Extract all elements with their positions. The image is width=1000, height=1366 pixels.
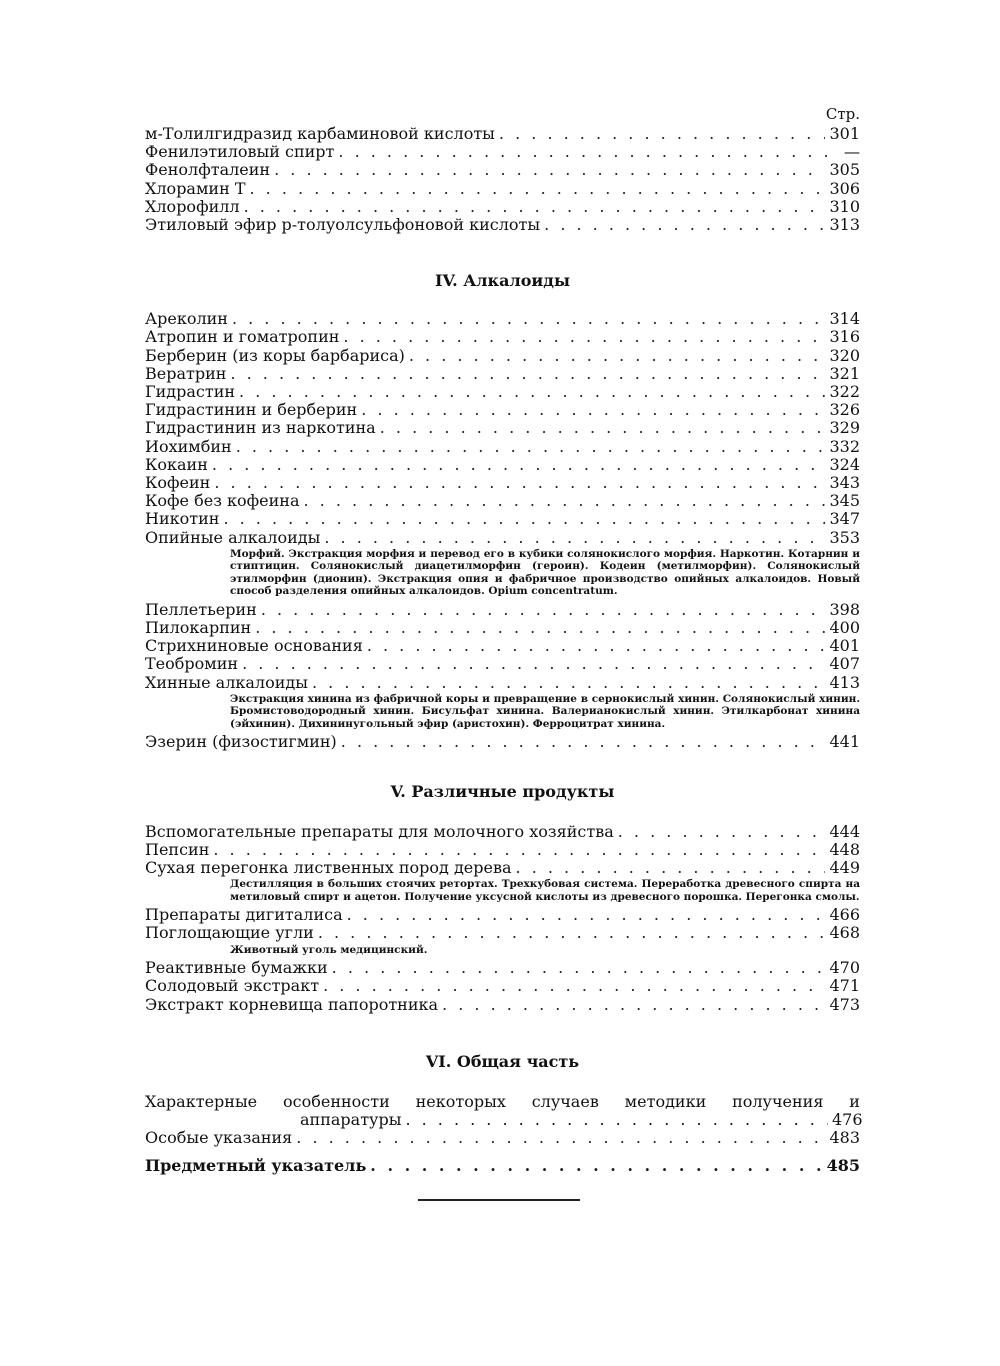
entry-title: Гидрастинин и берберин — [145, 400, 358, 420]
entry-title: Иохимбин — [145, 436, 232, 456]
entry-title: аппаратуры — [300, 1109, 402, 1129]
dot-leader — [214, 474, 825, 492]
entry-title: Вератрин — [145, 363, 227, 383]
entry-page: 320 — [829, 345, 860, 365]
entry-page: 407 — [829, 654, 860, 674]
entry-word: особенности — [282, 1091, 390, 1111]
entry-page: 483 — [829, 1127, 860, 1147]
entry-title: Хинные алкалоиды — [145, 672, 308, 692]
entry-title: Особые указания — [145, 1127, 293, 1147]
entry-title: Фенилэтиловый спирт — [145, 142, 335, 162]
dot-leader — [544, 216, 825, 234]
toc-entry[interactable] — [145, 419, 860, 437]
toc-products-list — [145, 823, 860, 1014]
entry-title: Атропин и гоматропин — [145, 327, 340, 347]
toc-entry[interactable] — [145, 906, 860, 924]
toc-entry[interactable] — [145, 996, 860, 1014]
toc-entry[interactable] — [145, 492, 860, 510]
dot-leader — [324, 529, 825, 547]
dot-leader — [312, 674, 825, 692]
toc-entry[interactable] — [145, 619, 860, 637]
toc-entry[interactable] — [145, 977, 860, 995]
entry-page: — — [844, 142, 860, 162]
entry-subtopics: Морфий. Экстракция морфия и перевод его в кубики солянокислого морфия. Наркотин. Котарнин и стиптицин. Солянокислый диацетилморфин (героин). Кодеин (метилморфин). Солянокислый этилморфин (дионин). Экстракция опия и фабричное производство опийных алкалоидов. Новый способ разделения опийных алкалоидов. Opium concentratum. — [230, 547, 860, 598]
entry-title: Опийные алкалоиды — [145, 527, 321, 547]
entry-page: 314 — [829, 309, 860, 329]
toc-entry[interactable] — [145, 438, 860, 456]
entry-word: случаев — [531, 1091, 599, 1111]
entry-page: 448 — [829, 839, 860, 859]
dot-leader — [370, 1157, 822, 1175]
toc-entry[interactable] — [145, 401, 860, 419]
entry-subtopics: Дестилляция в больших стоячих ретортах. Трехкубовая система. Переработка древесного спирта на метиловый спирт и ацетон. Получение уксусной кислоты из древесного порошка. Перегонка смолы. — [230, 878, 860, 903]
dot-leader — [212, 456, 826, 474]
entry-page: 471 — [829, 976, 860, 996]
entry-page: 345 — [829, 491, 860, 511]
dot-leader — [332, 959, 826, 977]
entry-page: 441 — [829, 732, 860, 752]
entry-page: 313 — [829, 215, 860, 235]
dot-leader — [361, 401, 825, 419]
entry-subtopics: Экстракция хинина из фабричной коры и превращение в сернокислый хинин. Солянокислый хинин. Бромистоводородный хинин. Бисульфат хинина. Валерианокислый хинин. Этилкарбонат хинина (эйхинин). Дихининугольный эфир (аристохин). Ферроцитрат хинина. — [230, 692, 860, 730]
entry-page: 400 — [829, 618, 860, 638]
toc-entry[interactable] — [145, 924, 860, 942]
toc-entry[interactable] — [145, 1129, 860, 1147]
dot-leader — [499, 125, 826, 143]
dot-leader — [244, 198, 826, 216]
entry-title: Берберин (из коры барбариса) — [145, 345, 405, 365]
toc-entry[interactable] — [145, 959, 860, 977]
entry-word: методики — [624, 1091, 707, 1111]
dot-leader — [274, 161, 825, 179]
dot-leader — [367, 637, 826, 655]
dot-leader — [261, 601, 826, 619]
dot-leader — [236, 438, 826, 456]
toc-entry[interactable] — [145, 347, 860, 365]
entry-title: Эзерин (физостигмин) — [145, 732, 337, 752]
entry-page: 413 — [829, 672, 860, 692]
toc-entry[interactable] — [145, 733, 860, 751]
entry-page: 343 — [829, 473, 860, 493]
entry-page: 468 — [829, 923, 860, 943]
page-column-header: Стр. — [825, 105, 860, 123]
dot-leader — [239, 383, 825, 401]
entry-page: 332 — [829, 436, 860, 456]
dot-leader — [318, 924, 826, 942]
entry-title: Вспомогательные препараты для молочного хозяйства — [145, 821, 614, 841]
toc-entry[interactable] — [145, 1157, 860, 1175]
entry-page: 444 — [829, 821, 860, 841]
entry-title-line — [145, 1093, 860, 1111]
entry-page: 485 — [826, 1155, 860, 1175]
dot-leader — [380, 419, 826, 437]
entry-word: получения — [732, 1091, 824, 1111]
dot-leader — [442, 996, 825, 1014]
toc-entry[interactable] — [145, 529, 860, 547]
entry-page: 473 — [829, 994, 860, 1014]
entry-word: некоторых — [415, 1091, 506, 1111]
toc-entry[interactable] — [145, 601, 860, 619]
dot-leader — [296, 1129, 825, 1147]
entry-title: Ареколин — [145, 309, 228, 329]
toc-entry[interactable] — [145, 365, 860, 383]
dot-leader — [250, 180, 826, 198]
toc-entry[interactable] — [145, 456, 860, 474]
toc-entry[interactable] — [145, 655, 860, 673]
entry-title: Пепсин — [145, 839, 210, 859]
entry-title: Фенолфталеин — [145, 160, 271, 180]
toc-entry[interactable] — [145, 823, 860, 841]
entry-title: Этиловый эфир р-толуолсульфоновой кислоты — [145, 215, 541, 235]
toc-entry[interactable] — [145, 216, 860, 234]
end-rule — [418, 1199, 580, 1201]
toc-entry[interactable] — [145, 125, 860, 143]
toc-top-list — [145, 125, 860, 234]
entry-title: Реактивные бумажки — [145, 958, 328, 978]
toc-entry[interactable] — [145, 1091, 863, 1129]
entry-page: 353 — [829, 527, 860, 547]
entry-title: Солодовый экстракт — [145, 976, 320, 996]
entry-title: Хлорамин Т — [145, 178, 246, 198]
entry-subtopics: Животный уголь медицинский. — [230, 943, 428, 956]
entry-title: Сухая перегонка лиственных пород дерева — [145, 857, 512, 877]
entry-title: Экстракт корневища папоротника — [145, 994, 439, 1014]
entry-title: Пеллетьерин — [145, 599, 257, 619]
toc-entry[interactable] — [145, 180, 860, 198]
toc-entry[interactable] — [145, 637, 860, 655]
entry-page: 306 — [829, 178, 860, 198]
entry-page: 322 — [829, 382, 860, 402]
toc-entry[interactable] — [145, 859, 860, 877]
toc-entry[interactable] — [145, 198, 860, 216]
section-heading-general: VI. Общая часть — [425, 1051, 580, 1071]
toc-alkaloids-list — [145, 310, 860, 751]
entry-page: 310 — [829, 196, 860, 216]
toc-entry[interactable] — [145, 328, 860, 346]
entry-page: 324 — [829, 454, 860, 474]
section-heading-alkaloids: IV. Алкалоиды — [435, 271, 570, 291]
entry-page: 470 — [829, 958, 860, 978]
entry-page: 398 — [829, 599, 860, 619]
toc-entry[interactable] — [145, 841, 860, 859]
toc-entry[interactable] — [145, 474, 860, 492]
entry-page: 326 — [829, 400, 860, 420]
dot-leader — [255, 619, 825, 637]
section-heading-products: V. Различные продукты — [390, 781, 615, 801]
toc-entry[interactable] — [145, 161, 860, 179]
entry-page: 321 — [829, 363, 860, 383]
entry-page: 401 — [829, 636, 860, 656]
entry-title: Кофе без кофеина — [145, 491, 300, 511]
toc-page — [145, 105, 863, 1175]
entry-title: Поглощающие угли — [145, 923, 314, 943]
entry-title: Кокаин — [145, 454, 208, 474]
dot-leader — [343, 328, 825, 346]
toc-entry[interactable] — [145, 143, 860, 161]
dot-leader — [232, 310, 826, 328]
entry-title: Никотин — [145, 509, 220, 529]
entry-title: Хлорофилл — [145, 196, 240, 216]
entry-page: 466 — [829, 905, 860, 925]
dot-leader — [618, 823, 826, 841]
entry-page: 476 — [832, 1109, 863, 1129]
dot-leader — [242, 655, 825, 673]
entry-page: 329 — [829, 418, 860, 438]
entry-page: 316 — [829, 327, 860, 347]
dot-leader — [516, 859, 826, 877]
entry-page: 301 — [829, 124, 860, 143]
dot-leader — [338, 143, 828, 161]
dot-leader — [409, 347, 826, 365]
entry-title: Гидрастин — [145, 382, 236, 402]
entry-title: Стрихниновые основания — [145, 636, 363, 656]
entry-page: 347 — [829, 509, 860, 529]
dot-leader — [230, 365, 825, 383]
entry-title: Теобромин — [145, 654, 239, 674]
entry-title: Кофеин — [145, 473, 211, 493]
entry-title-continuation — [145, 1109, 863, 1129]
dot-leader — [405, 1111, 828, 1129]
dot-leader — [213, 841, 825, 859]
entry-word: и — [849, 1091, 860, 1111]
entry-word: Характерные — [145, 1091, 258, 1111]
toc-general-list — [145, 1091, 863, 1175]
toc-entry[interactable] — [145, 510, 860, 528]
toc-entry[interactable] — [145, 383, 860, 401]
entry-title: Гидрастинин из наркотина — [145, 418, 376, 438]
entry-title: Препараты дигиталиса — [145, 905, 343, 925]
dot-leader — [304, 492, 826, 510]
entry-title: м-Толилгидразид карбаминовой кислоты — [145, 124, 495, 143]
dot-leader — [347, 906, 826, 924]
dot-leader — [341, 733, 826, 751]
dot-leader — [323, 977, 825, 995]
toc-entry[interactable] — [145, 310, 860, 328]
entry-title: Пилокарпин — [145, 618, 252, 638]
entry-title: Предметный указатель — [145, 1155, 367, 1175]
entry-page: 449 — [829, 857, 860, 877]
entry-page: 305 — [829, 160, 860, 180]
dot-leader — [223, 510, 825, 528]
toc-entry[interactable] — [145, 674, 860, 692]
